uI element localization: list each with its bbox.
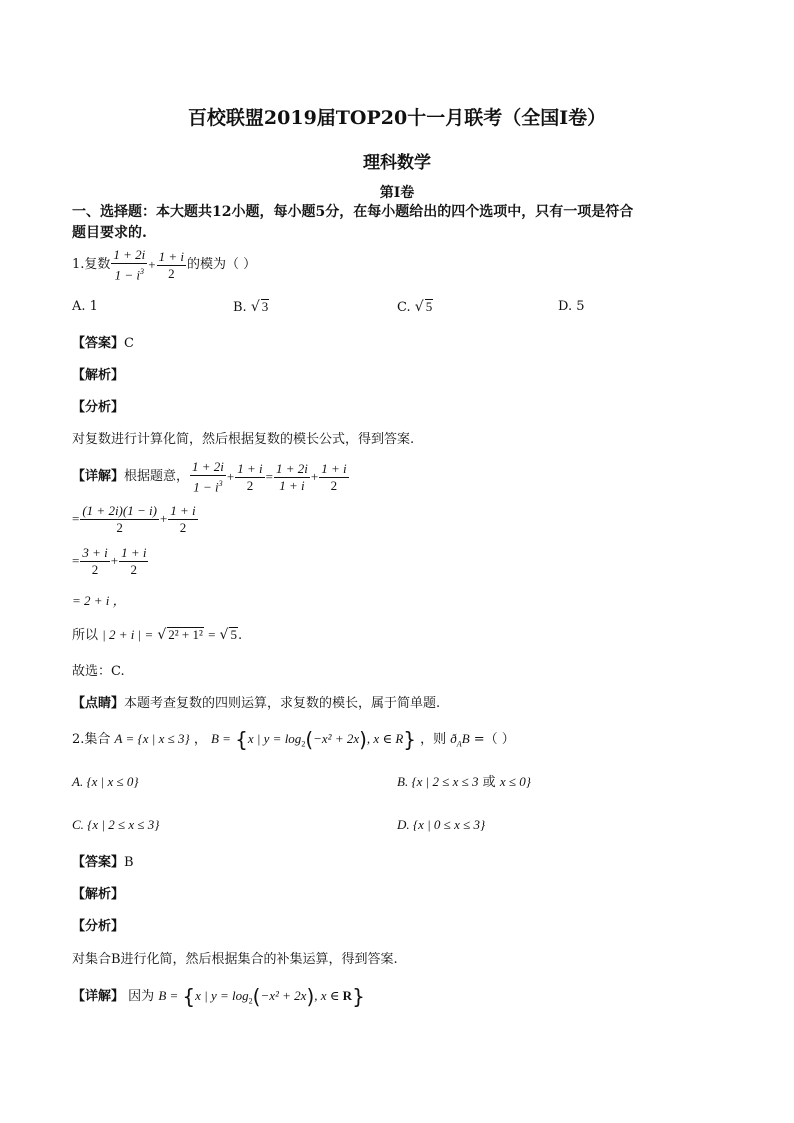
frac-den: 2 bbox=[130, 561, 138, 577]
q1-option-c-value: 5 bbox=[425, 299, 433, 314]
modulus-result: 5 bbox=[230, 627, 237, 642]
subject-title: 理科数学 bbox=[363, 153, 431, 173]
detail-tag: 【详解】 bbox=[72, 989, 125, 1004]
q2-detail-log-arg: −x² + 2x bbox=[260, 988, 307, 1003]
detail-tag: 【详解】 bbox=[72, 469, 125, 484]
q1-detail-step2 bbox=[72, 499, 199, 539]
q1-detail-step4: = 2 + i ， bbox=[72, 593, 126, 608]
frac-den: 1 + i bbox=[279, 477, 305, 493]
q2-option-a: A. {x | x ≤ 0} bbox=[72, 774, 139, 789]
main-title: 百校联盟2019届TOP20十一月联考（全国I卷） bbox=[187, 107, 607, 129]
q1-fraction-1 bbox=[111, 247, 147, 283]
modulus-expr: | 2 + i | = bbox=[102, 627, 154, 642]
q2-detail-set-b-lead: B = bbox=[158, 988, 179, 1003]
q2-option-b-or: 或 bbox=[482, 775, 496, 790]
q2-log-arg: −x² + 2x bbox=[313, 731, 360, 746]
q2-complement: ð bbox=[450, 731, 457, 746]
plus-sign: + bbox=[110, 553, 119, 568]
plus-sign: + bbox=[226, 469, 235, 484]
frac-num: 1 + i bbox=[237, 460, 263, 476]
q2-option-b-lead: B. {x | 2 ≤ x ≤ 3 bbox=[397, 774, 479, 789]
modulus-lead: 所以 bbox=[72, 628, 99, 643]
q1-step3-frac bbox=[80, 545, 109, 578]
q2-then: ，则 bbox=[420, 732, 447, 747]
equals-sign: = bbox=[72, 511, 80, 526]
plus-sign: + bbox=[310, 469, 319, 484]
comment-text: 本题考查复数的四则运算，求复数的模长，属于简单题. bbox=[124, 696, 441, 711]
q1-step3-frac-b bbox=[119, 545, 148, 578]
q1-frac1-den: 1 − i bbox=[114, 267, 141, 283]
answer-tag: 【答案】 bbox=[72, 336, 125, 351]
q2-analysis-tag: 【解析】 bbox=[72, 887, 125, 902]
q1-frac1-num: 1 + 2i bbox=[113, 246, 146, 262]
q2-detail-real-set: R bbox=[342, 988, 353, 1003]
frac-num: (1 + 2i)(1 − i) bbox=[82, 502, 157, 518]
q1-option-b: B. √ 3 bbox=[233, 299, 269, 315]
answer-value: C bbox=[124, 336, 134, 351]
q2-complement-b: B bbox=[461, 731, 470, 746]
q2-detail: 【详解】 因为 B = {x | $y = \log_2(-x^2 + 2x)$, x ∈ R} bbox=[72, 984, 365, 1009]
q1-option-b-value: 3 bbox=[261, 299, 269, 314]
comment-tag: 【点睛】 bbox=[72, 696, 125, 711]
q1-comment bbox=[72, 694, 440, 714]
frac-den: 2 bbox=[330, 477, 338, 493]
q2-fenxi-text: 对集合B进行化简，然后根据集合的补集运算，得到答案. bbox=[72, 952, 398, 967]
q1-detail-frac-b bbox=[235, 461, 264, 494]
q2-fenxi-tag: 【分析】 bbox=[72, 919, 125, 934]
q1-option-c: C. √ 5 bbox=[397, 299, 433, 315]
q1-detail-frac-a bbox=[190, 459, 226, 495]
question-2: 2.集合 A = {x | x ≤ 3} ， B = {x | $y = \log_2(-x^2 + 2x)$, x ∈ R} ，则 $ð_AB$ =（ ） bbox=[72, 727, 515, 752]
q2-option-b bbox=[397, 772, 531, 793]
q2-option-c: C. {x | 2 ≤ x ≤ 3} bbox=[72, 817, 160, 832]
answer-value: B bbox=[124, 855, 134, 870]
q1-frac2-num: 1 + i bbox=[158, 248, 185, 264]
q2-prefix: 2.集合 bbox=[72, 732, 111, 747]
q1-suffix: 的模为（ ） bbox=[187, 257, 257, 272]
q1-fenxi-tag: 【分析】 bbox=[72, 400, 125, 415]
equals-sign: = bbox=[265, 469, 273, 484]
frac-den: 2 bbox=[116, 519, 123, 535]
frac-num: 1 + i bbox=[170, 502, 196, 518]
q1-detail-frac-d bbox=[319, 461, 348, 494]
q1-step2-frac-b bbox=[168, 503, 197, 536]
q2-set-b-tail: , x ∈ R bbox=[366, 731, 404, 746]
q2-blank: =（ ） bbox=[473, 732, 515, 747]
q1-detail-step3 bbox=[72, 541, 149, 581]
modulus-radicand: 2² + 1² bbox=[168, 627, 203, 642]
q1-detail-lead: 根据题意， bbox=[124, 469, 190, 484]
question-1 bbox=[72, 245, 256, 285]
q1-modulus-line: 所以 | 2 + i | = √ 2² + 1² = √ 5. bbox=[72, 627, 243, 643]
equals-sign: = bbox=[208, 627, 216, 642]
frac-num: 1 + i bbox=[321, 460, 347, 476]
q2-set-b-lead: B = bbox=[210, 731, 231, 746]
answer-tag: 【答案】 bbox=[72, 855, 125, 870]
frac-num: 1 + 2i bbox=[276, 460, 308, 476]
plus-sign: + bbox=[159, 511, 168, 526]
frac-den: 2 bbox=[246, 477, 254, 493]
q2-detail-body: x | y = log bbox=[195, 988, 249, 1003]
modulus-end: . bbox=[237, 628, 243, 643]
q2-set-a: A = {x | x ≤ 3} bbox=[114, 731, 190, 746]
q2-comma: ， bbox=[193, 732, 207, 747]
section-heading-line1: 一、选择题：本大题共12小题，每小题5分，在每小题给出的四个选项中，只有一项是符合 bbox=[72, 204, 634, 220]
q1-fraction-2 bbox=[157, 249, 186, 282]
q1-option-a: A. 1 bbox=[72, 299, 98, 314]
frac-num: 1 + 2i bbox=[192, 458, 224, 474]
frac-num: 1 + i bbox=[121, 544, 147, 560]
q1-answer bbox=[72, 334, 134, 354]
q1-prefix: 1.复数 bbox=[72, 257, 111, 272]
q1-plus: + bbox=[148, 257, 156, 272]
q1-frac1-exp: 3 bbox=[140, 266, 145, 276]
q1-analysis-tag: 【解析】 bbox=[72, 368, 125, 383]
frac-den: 2 bbox=[91, 561, 99, 577]
q2-detail-log-base: 2 bbox=[248, 996, 253, 1006]
frac-num: 3 + i bbox=[82, 544, 108, 560]
q1-detail-step1 bbox=[72, 457, 350, 497]
section-heading-line2: 题目要求的. bbox=[72, 225, 147, 241]
q2-detail-lead: 因为 bbox=[128, 989, 155, 1004]
q2-complement-sub: A bbox=[456, 739, 462, 749]
q2-option-b-tail: x ≤ 0} bbox=[499, 774, 531, 789]
q1-fenxi-text: 对复数进行计算化简，然后根据复数的模长公式，得到答案. bbox=[72, 432, 415, 447]
q1-frac2-den: 2 bbox=[168, 265, 175, 281]
frac-den: 1 − i bbox=[193, 479, 219, 495]
volume-title: 第I卷 bbox=[379, 185, 415, 201]
q1-detail-frac-c bbox=[274, 461, 310, 494]
q2-answer bbox=[72, 853, 134, 873]
q2-log-base: 2 bbox=[301, 739, 306, 749]
q2-detail-tail: , x ∈ bbox=[314, 988, 343, 1003]
equals-sign: = bbox=[72, 553, 80, 568]
q1-option-d: D. 5 bbox=[558, 299, 585, 314]
q1-option-c-label: C. bbox=[397, 300, 411, 315]
q1-option-b-label: B. bbox=[233, 300, 247, 315]
q2-set-b-body: x | y = log bbox=[247, 731, 302, 746]
q1-step2-frac bbox=[80, 503, 159, 536]
frac-den: 2 bbox=[179, 519, 187, 535]
frac-exp: 3 bbox=[218, 478, 223, 488]
q1-choose: 故选：C. bbox=[72, 664, 125, 679]
q2-option-d: D. {x | 0 ≤ x ≤ 3} bbox=[397, 817, 486, 832]
